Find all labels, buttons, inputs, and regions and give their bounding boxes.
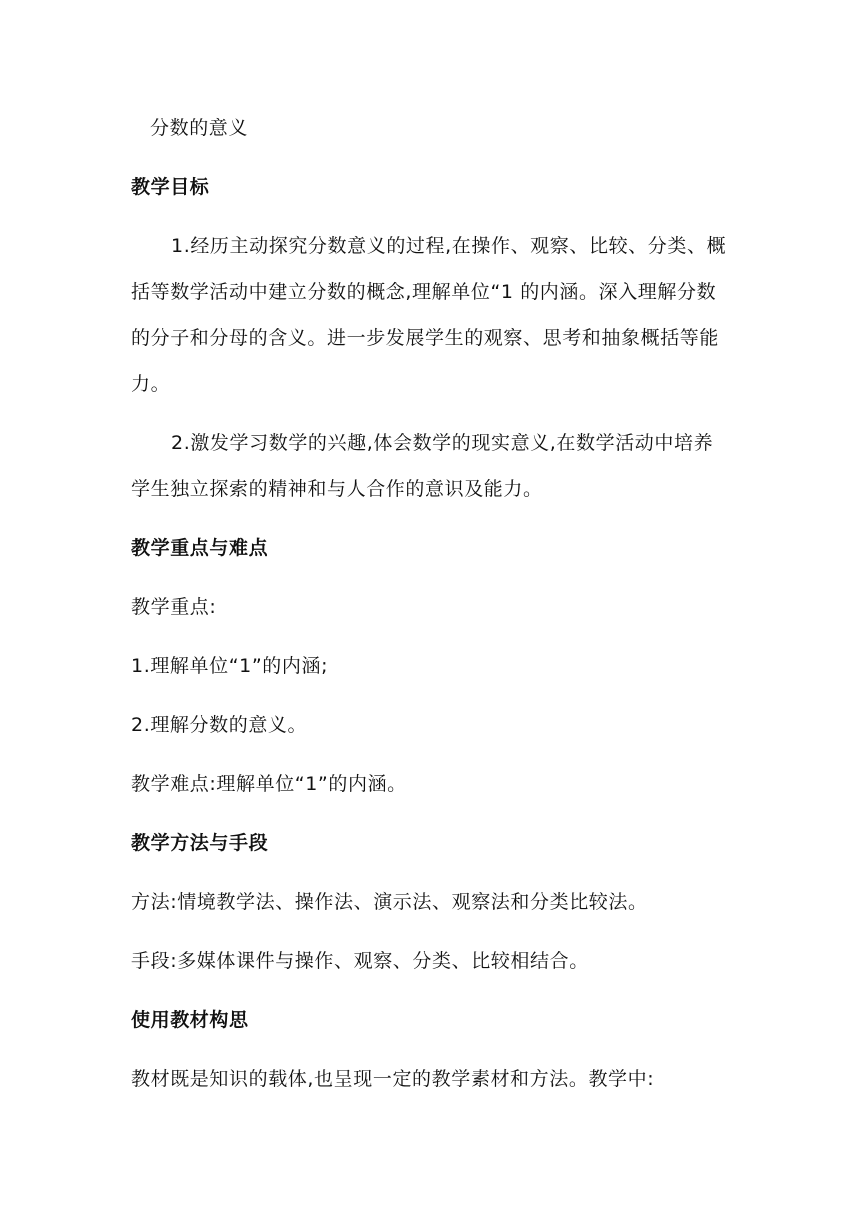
key-point-item-1: 1.理解单位“1”的内涵;: [131, 655, 329, 677]
means-line: 手段:多媒体课件与操作、观察、分类、比较相结合。: [131, 950, 589, 972]
goals-paragraph-2-line-1: 2.激发学习数学的兴趣,体会数学的现实意义,在数学活动中培养: [171, 432, 714, 454]
heading-teaching-goals: 教学目标: [131, 176, 210, 198]
goals-paragraph-1-line-1: 1.经历主动探究分数意义的过程,在操作、观察、比较、分类、概: [171, 235, 727, 257]
key-point-item-2: 2.理解分数的意义。: [131, 714, 308, 736]
document-title: 分数的意义: [150, 117, 249, 139]
difficult-point: 教学难点:理解单位“1”的内涵。: [131, 773, 407, 795]
heading-methods-and-means: 教学方法与手段: [131, 832, 269, 854]
goals-paragraph-1-line-2: 括等数学活动中建立分数的概念,理解单位“1 的内涵。深入理解分数: [131, 281, 717, 303]
goals-paragraph-2-line-2: 学生独立探索的精神和与人合作的意识及能力。: [131, 478, 543, 500]
heading-key-and-difficult-points: 教学重点与难点: [131, 537, 269, 559]
goals-paragraph-1-line-4: 力。: [131, 373, 171, 395]
methods-line: 方法:情境教学法、操作法、演示法、观察法和分类比较法。: [131, 891, 648, 913]
goals-paragraph-1-line-3: 的分子和分母的含义。进一步发展学生的观察、思考和抽象概括等能: [131, 327, 720, 349]
key-points-label: 教学重点:: [131, 596, 217, 618]
textbook-line-1: 教材既是知识的载体,也呈现一定的教学素材和方法。教学中:: [131, 1068, 655, 1090]
heading-textbook-concept: 使用教材构思: [131, 1009, 249, 1031]
